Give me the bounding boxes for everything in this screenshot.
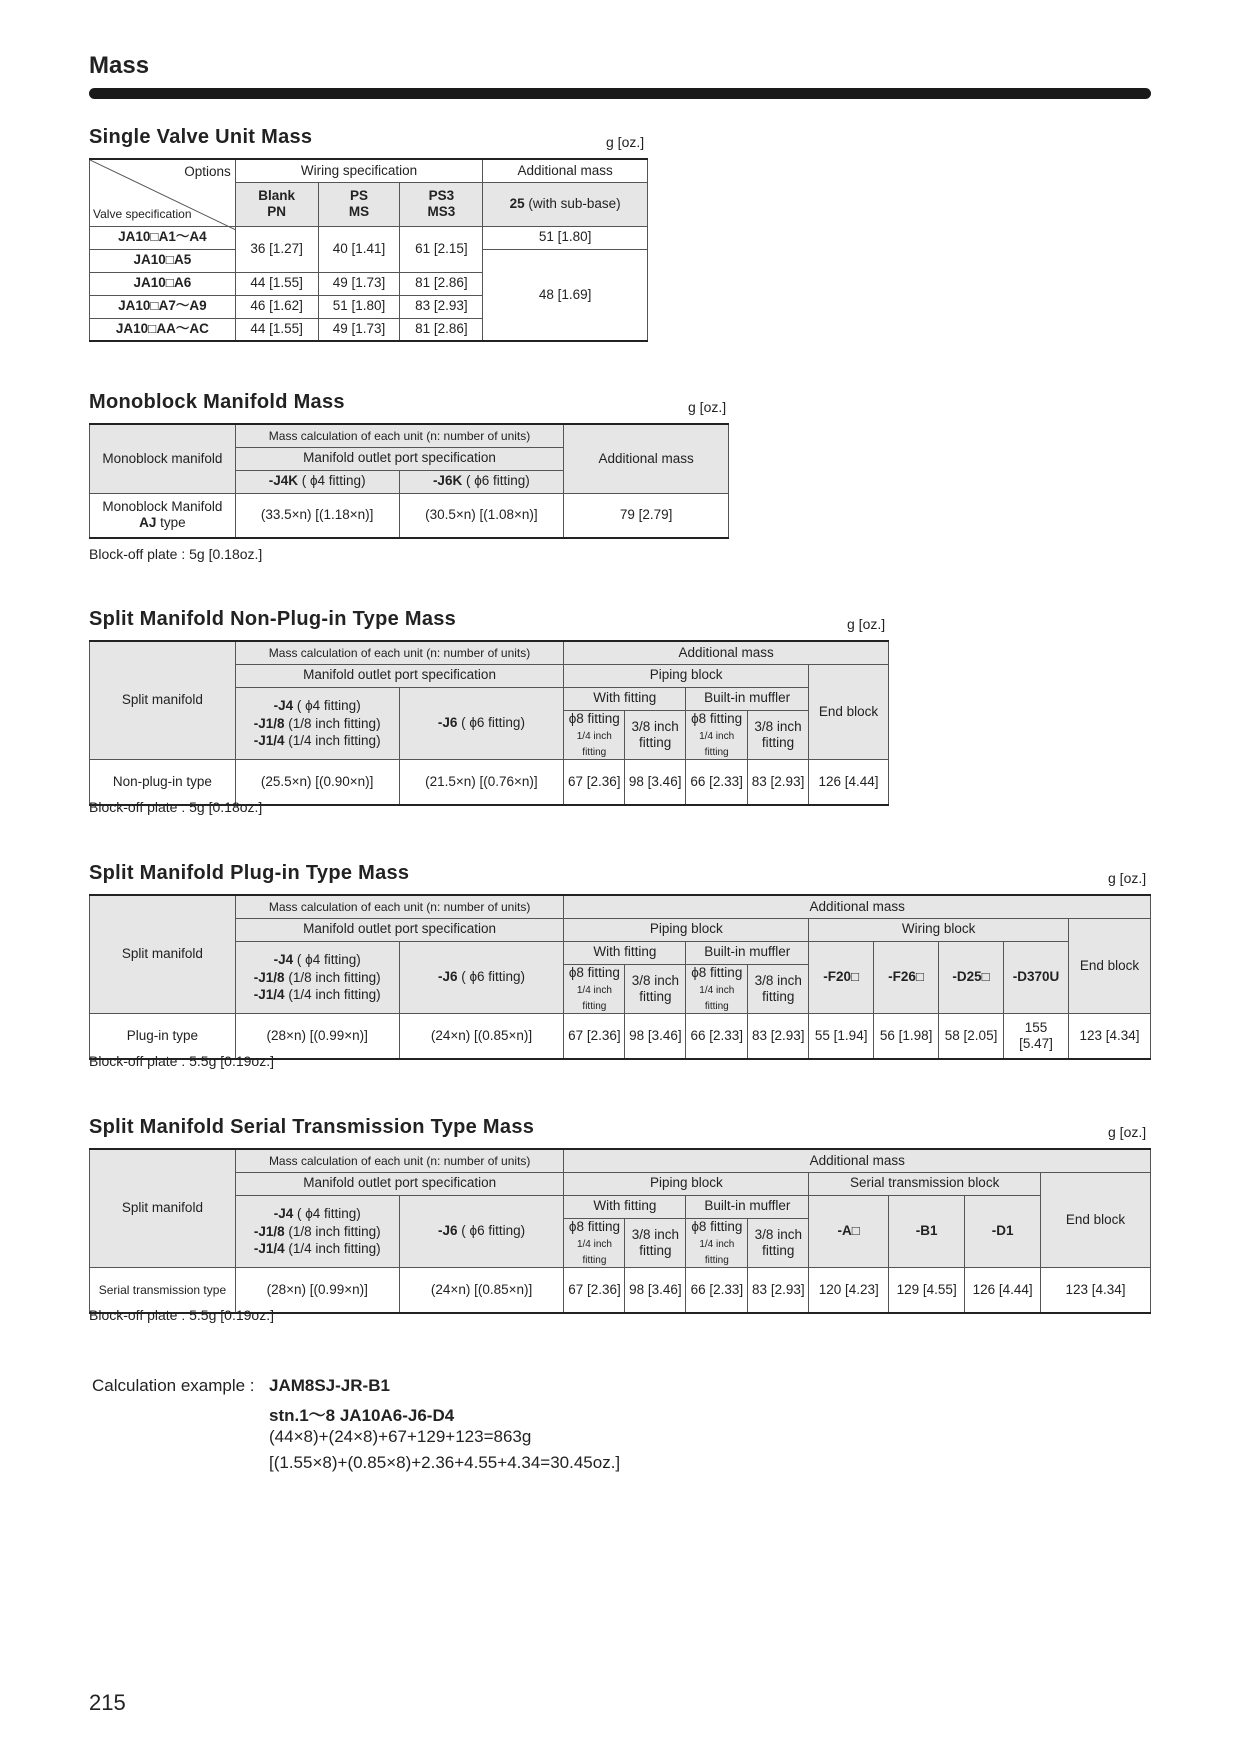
cell: 67 [2.36] xyxy=(564,1268,625,1313)
serial-table xyxy=(89,1148,1151,1314)
calc-line-2: stn.1～8 JA10A6-J6-D4 xyxy=(269,1406,455,1425)
unit-label: g [oz.] xyxy=(847,616,886,632)
plugin-table xyxy=(89,894,1151,1060)
wiring-d25-header: -D25□ xyxy=(939,941,1004,1014)
unit-label: g [oz.] xyxy=(1108,1124,1147,1140)
cell: 98 [3.46] xyxy=(625,760,686,805)
wiring-spec-header: Wiring specification xyxy=(235,159,483,182)
cell: (30.5×n) [(1.08×n)] xyxy=(399,493,564,538)
with-fitting-header: With fitting xyxy=(564,687,686,710)
wiring-f26-header: -F26□ xyxy=(874,941,939,1014)
cell: 79 [2.79] xyxy=(564,493,729,538)
muffler-header: Built-in muffler xyxy=(686,1195,809,1218)
block-off-note: Block-off plate : 5.5g [0.19oz.] xyxy=(89,1307,274,1323)
unit-label: g [oz.] xyxy=(606,134,645,150)
p38-header: 3/8 inch fitting xyxy=(625,1218,686,1268)
piping-block-header: Piping block xyxy=(564,664,809,687)
outlet-header: Manifold outlet port specification xyxy=(235,447,563,470)
row-label: Plug-in type xyxy=(90,1014,236,1059)
cell: 61 [2.15] xyxy=(400,226,483,272)
calc-line-3: (44×8)+(24×8)+67+129+123=863g xyxy=(269,1427,532,1446)
cell: 126 [4.44] xyxy=(965,1268,1041,1313)
j6-header: -J6 ( ϕ6 fitting) xyxy=(399,941,564,1014)
cell: 66 [2.33] xyxy=(686,760,748,805)
calc-header: Mass calculation of each unit (n: number of units) xyxy=(235,1149,564,1172)
p38-header: 3/8 inch fitting xyxy=(625,710,686,760)
page-title: Mass xyxy=(89,52,150,79)
title-rule xyxy=(89,88,1151,99)
p8-header: ϕ8 fitting 1/4 inch fitting xyxy=(686,1218,748,1268)
p38-header: 3/8 inch fitting xyxy=(748,1218,809,1268)
cell: 83 [2.93] xyxy=(400,295,483,318)
section-title-plugin: Split Manifold Plug-in Type Mass xyxy=(89,862,410,884)
block-off-note: Block-off plate : 5g [0.18oz.] xyxy=(89,799,263,815)
cell: 83 [2.93] xyxy=(748,1014,809,1059)
cell: (21.5×n) [(0.76×n)] xyxy=(399,760,564,805)
cell: 81 [2.86] xyxy=(400,318,483,341)
row-spec: JA10□A1～A4 xyxy=(90,226,236,249)
cell: 56 [1.98] xyxy=(874,1014,939,1059)
cell: (28×n) [(0.99×n)] xyxy=(235,1268,399,1313)
cell: 120 [4.23] xyxy=(809,1268,889,1313)
cell: 67 [2.36] xyxy=(564,760,625,805)
j6k-header: -J6K ( ϕ6 fitting) xyxy=(399,470,564,493)
calc-label: Calculation example : xyxy=(92,1376,255,1395)
cell: 51 [1.80] xyxy=(318,295,400,318)
cell: 66 [2.33] xyxy=(686,1014,748,1059)
cell: (33.5×n) [(1.18×n)] xyxy=(235,493,399,538)
monoblock-header: Monoblock manifold xyxy=(90,424,236,493)
section-title-non-plugin: Split Manifold Non-Plug-in Type Mass xyxy=(89,608,457,630)
cell: (24×n) [(0.85×n)] xyxy=(399,1268,564,1313)
non-plugin-table xyxy=(89,640,889,806)
cell: 98 [3.46] xyxy=(625,1268,686,1313)
additional-mass-header: Additional mass xyxy=(564,424,729,493)
row-spec: JA10□A6 xyxy=(90,272,236,295)
row-spec: JA10□A5 xyxy=(90,249,236,272)
monoblock-table xyxy=(89,423,729,539)
calc-header: Mass calculation of each unit (n: number of units) xyxy=(235,641,564,664)
options-label: Options xyxy=(184,164,231,179)
j4k-header: -J4K ( ϕ4 fitting) xyxy=(235,470,399,493)
p38-header: 3/8 inch fitting xyxy=(748,964,809,1014)
j6-header: -J6 ( ϕ6 fitting) xyxy=(399,687,564,760)
additional-subbase: 25 (with sub-base) xyxy=(483,182,648,226)
p8-header: ϕ8 fitting 1/4 inch fitting xyxy=(564,710,625,760)
p8-header: ϕ8 fitting 1/4 inch fitting xyxy=(564,1218,625,1268)
section-title-single-valve: Single Valve Unit Mass xyxy=(89,126,313,148)
additional-mass-header: Additional mass xyxy=(564,641,889,664)
split-manifold-header: Split manifold xyxy=(90,641,236,760)
block-off-note: Block-off plate : 5.5g [0.19oz.] xyxy=(89,1053,274,1069)
cell: 66 [2.33] xyxy=(686,1268,748,1313)
with-fitting-header: With fitting xyxy=(564,1195,686,1218)
cell: 123 [4.34] xyxy=(1041,1268,1151,1313)
cell: 123 [4.34] xyxy=(1068,1014,1150,1059)
additional-mass-header: Additional mass xyxy=(564,1149,1151,1172)
header-diagonal-cell xyxy=(90,159,236,226)
calculation-example xyxy=(92,1376,792,1486)
cell: 36 [1.27] xyxy=(235,226,318,272)
serial-b1-header: -B1 xyxy=(889,1195,965,1268)
split-manifold-header: Split manifold xyxy=(90,1149,236,1268)
p8-header: ϕ8 fitting 1/4 inch fitting xyxy=(686,710,748,760)
cell: 126 [4.44] xyxy=(809,760,889,805)
outlet-header: Manifold outlet port specification xyxy=(235,1172,564,1195)
block-off-note: Block-off plate : 5g [0.18oz.] xyxy=(89,546,263,562)
additional-mass-header: Additional mass xyxy=(564,895,1151,918)
split-manifold-header: Split manifold xyxy=(90,895,236,1014)
cell: 40 [1.41] xyxy=(318,226,400,272)
cell: 83 [2.93] xyxy=(748,1268,809,1313)
with-fitting-header: With fitting xyxy=(564,941,686,964)
cell: 48 [1.69] xyxy=(483,249,648,341)
j6-header: -J6 ( ϕ6 fitting) xyxy=(399,1195,564,1268)
outlet-header: Manifold outlet port specification xyxy=(235,918,564,941)
serial-d1-header: -D1 xyxy=(965,1195,1041,1268)
wiring-d370u-header: -D370U xyxy=(1004,941,1069,1014)
calc-header: Mass calculation of each unit (n: number of units) xyxy=(235,895,564,918)
row-label: Serial transmission type xyxy=(90,1268,236,1313)
cell: 51 [1.80] xyxy=(483,226,648,249)
cell: (28×n) [(0.99×n)] xyxy=(235,1014,399,1059)
end-block-header: End block xyxy=(809,664,889,760)
col-ps-ms: PS MS xyxy=(318,182,400,226)
wiring-block-header: Wiring block xyxy=(809,918,1069,941)
p38-header: 3/8 inch fitting xyxy=(748,710,809,760)
cell: 44 [1.55] xyxy=(235,318,318,341)
end-block-header: End block xyxy=(1041,1172,1151,1268)
j4-group-header: -J4 ( ϕ4 fitting) -J1/8 (1/8 inch fitting) -J1/4 (1/4 inch fitting) xyxy=(235,941,399,1014)
piping-block-header: Piping block xyxy=(564,1172,809,1195)
wiring-f20-header: -F20□ xyxy=(809,941,874,1014)
cell: 49 [1.73] xyxy=(318,318,400,341)
cell: 129 [4.55] xyxy=(889,1268,965,1313)
calc-header: Mass calculation of each unit (n: number of units) xyxy=(235,424,563,447)
cell: 98 [3.46] xyxy=(625,1014,686,1059)
row-label: Non-plug-in type xyxy=(90,760,236,805)
additional-mass-header: Additional mass xyxy=(483,159,648,182)
outlet-header: Manifold outlet port specification xyxy=(235,664,564,687)
serial-a-header: -A□ xyxy=(809,1195,889,1268)
valve-spec-label: Valve specification xyxy=(93,207,192,222)
cell: 55 [1.94] xyxy=(809,1014,874,1059)
single-valve-table xyxy=(89,158,648,342)
unit-label: g [oz.] xyxy=(1108,870,1147,886)
calc-line-4: [(1.55×8)+(0.85×8)+2.36+4.55+4.34=30.45oz.] xyxy=(269,1453,621,1472)
muffler-header: Built-in muffler xyxy=(686,687,809,710)
piping-block-header: Piping block xyxy=(564,918,809,941)
section-title-monoblock: Monoblock Manifold Mass xyxy=(89,391,345,413)
end-block-header: End block xyxy=(1068,918,1150,1014)
cell: 58 [2.05] xyxy=(939,1014,1004,1059)
row-spec: JA10□A7～A9 xyxy=(90,295,236,318)
j4-group-header: -J4 ( ϕ4 fitting) -J1/8 (1/8 inch fitting) -J1/4 (1/4 inch fitting) xyxy=(235,687,399,760)
muffler-header: Built-in muffler xyxy=(686,941,809,964)
cell: 81 [2.86] xyxy=(400,272,483,295)
section-title-serial: Split Manifold Serial Transmission Type Mass xyxy=(89,1116,535,1138)
p8-header: ϕ8 fitting 1/4 inch fitting xyxy=(686,964,748,1014)
cell: 67 [2.36] xyxy=(564,1014,625,1059)
cell: 49 [1.73] xyxy=(318,272,400,295)
cell: 46 [1.62] xyxy=(235,295,318,318)
cell: 44 [1.55] xyxy=(235,272,318,295)
cell: (25.5×n) [(0.90×n)] xyxy=(235,760,399,805)
col-ps3-ms3: PS3 MS3 xyxy=(400,182,483,226)
cell: 155 [5.47] xyxy=(1004,1014,1069,1059)
p38-header: 3/8 inch fitting xyxy=(625,964,686,1014)
row-label: Monoblock Manifold AJ type xyxy=(90,493,236,538)
cell: 83 [2.93] xyxy=(748,760,809,805)
p8-header: ϕ8 fitting 1/4 inch fitting xyxy=(564,964,625,1014)
cell: (24×n) [(0.85×n)] xyxy=(399,1014,564,1059)
j4-group-header: -J4 ( ϕ4 fitting) -J1/8 (1/8 inch fitting) -J1/4 (1/4 inch fitting) xyxy=(235,1195,399,1268)
col-blank-pn: Blank PN xyxy=(235,182,318,226)
serial-block-header: Serial transmission block xyxy=(809,1172,1041,1195)
calc-line-1: JAM8SJ-JR-B1 xyxy=(269,1376,390,1395)
page-number: 215 xyxy=(89,1690,126,1715)
row-spec: JA10□AA～AC xyxy=(90,318,236,341)
unit-label: g [oz.] xyxy=(688,399,727,415)
